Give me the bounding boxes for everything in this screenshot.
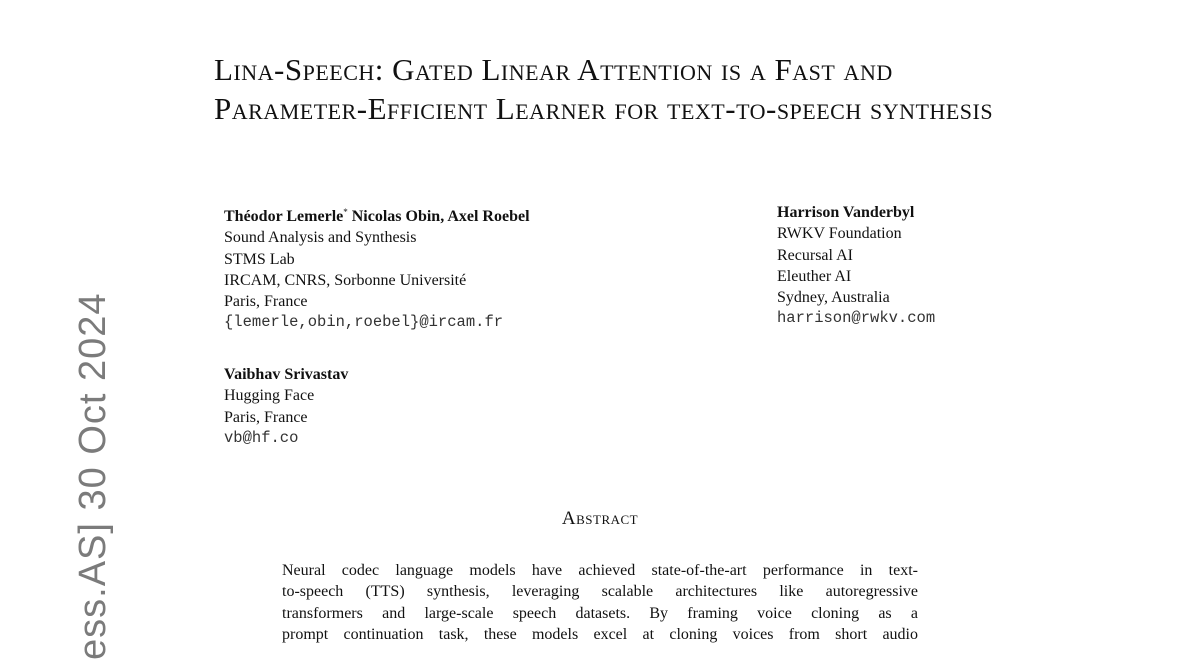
affiliation-line: RWKV Foundation [777, 225, 902, 243]
affiliation-line: Eleuther AI [777, 267, 852, 285]
abstract-line: transformers and large-scale speech datasets. By framing voice cloning as a [282, 604, 918, 622]
author-name: Harrison Vanderbyl [777, 204, 915, 221]
author-email[interactable]: vb@hf.co [224, 428, 299, 447]
arxiv-side-stamp [27, 292, 114, 660]
affiliation-line: Paris, France [224, 293, 308, 311]
affiliation-line: Hugging Face [224, 387, 315, 405]
author-email[interactable]: harrison@rwkv.com [777, 309, 936, 328]
paper-title: Lina-Speech: Gated Linear Attention is a Fast and Parameter-Efficient Learner for text-to-speech synthesis [214, 52, 994, 126]
affiliation-line: IRCAM, CNRS, Sorbonne Université [224, 271, 467, 289]
abstract-line: to-speech (TTS) synthesis, leveraging scalable architectures like autoregressive [282, 583, 918, 601]
affiliation-line: Recursal AI [777, 246, 853, 264]
author-names [224, 202, 530, 227]
affiliation-line: Paris, France [224, 408, 308, 426]
footnote-mark[interactable]: * [343, 207, 348, 217]
affiliation-line: Sound Analysis and Synthesis [224, 229, 417, 247]
affiliation-line: STMS Lab [224, 250, 295, 268]
author-name: Vaibhav Srivastav [224, 366, 349, 383]
author-name-primary: Théodor Lemerle [224, 208, 344, 225]
author-block-rwkv [777, 202, 935, 330]
author-names-rest: Nicolas Obin, Axel Roebel [347, 208, 530, 225]
abstract-line: Neural codec language models have achieved state-of-the-art performance in text- [282, 562, 918, 579]
abstract-line: prompt continuation task, these models excel at cloning voices from short audio [282, 625, 918, 643]
affiliation-line: Sydney, Australia [777, 289, 890, 307]
author-block-ircam [224, 202, 530, 334]
abstract-body [282, 560, 918, 645]
abstract-heading: Abstract [561, 508, 639, 529]
author-email[interactable]: {lemerle,obin,roebel}@ircam.fr [224, 313, 504, 332]
author-block-hf [224, 364, 348, 449]
arxiv-stamp-text: ess.AS] 30 Oct 2024 [72, 292, 114, 660]
